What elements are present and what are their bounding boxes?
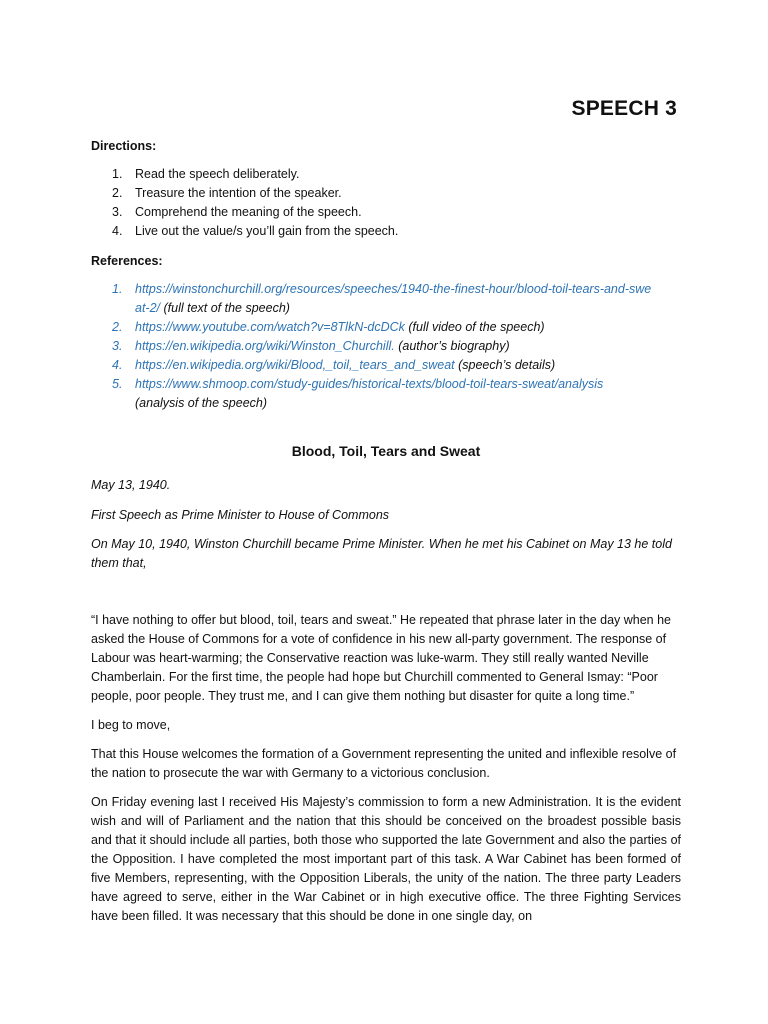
directions-label: Directions:: [91, 139, 157, 153]
direction-item: 3. Comprehend the meaning of the speech.: [112, 205, 362, 219]
quote-paragraph: “I have nothing to offer but blood, toil, tears and sweat.” He repeated that phrase later in the day when he asked the House of Commons for a vote of confidence in his new all-party government. The response of Labour was heart-warming; the Conservative reaction was luke-warm. They still really wanted Neville Chamberlain. For the first time, the people had hope but Churchill commented to General Ismay: “Poor people, poor people. They trust me, and I can give them nothing but disaster for quite a long time.”: [91, 613, 671, 703]
beg-line: I beg to move,: [91, 718, 171, 732]
speech-subtitle: First Speech as Prime Minister to House of Commons: [91, 508, 390, 522]
reference-link[interactable]: https://www.shmoop.com/study-guides/historical-texts/blood-toil-tears-sweat/analysis: [135, 377, 604, 391]
direction-item: 2. Treasure the intention of the speaker.: [112, 186, 342, 200]
directions-section: [91, 139, 681, 241]
speech-number-heading: SPEECH 3: [571, 97, 677, 120]
reference-item: 5. https://www.shmoop.com/study-guides/historical-texts/blood-toil-tears-sweat/analysis (analysis of the speech): [112, 377, 604, 410]
reference-item: 1. https://winstonchurchill.org/resources/speeches/1940-the-finest-hour/blood-toil-tears-and-sweat-2/ (full text of the speech): [112, 282, 652, 315]
body-paragraph: On Friday evening last I received His Majesty’s commission to form a new Administration. It is the evident wish and will of Parliament and the nation that this should be conceived on the broadest possible basis and that it should include all parties, both those who supported the late Government and also the parties of the Opposition. I have completed the most important part of this task. A War Cabinet has been formed of five Members, representing, with the Opposition Liberals, the unity of the nation. The three party Leaders have agreed to serve, either in the War Cabinet or in high executive office. The three Fighting Services have been filled. It was necessary that this should be done in one single day, on: [91, 795, 681, 923]
speech-date: May 13, 1940.: [91, 478, 171, 492]
references-list: [91, 280, 681, 413]
reference-link[interactable]: https://winstonchurchill.org/resources/speeches/1940-the-finest-hour/blood-toil-tears-and-sweat-2/: [135, 282, 652, 315]
speech-title: Blood, Toil, Tears and Sweat: [291, 443, 481, 459]
direction-item: 1. Read the speech deliberately.: [112, 167, 300, 181]
directions-list: [91, 165, 681, 241]
direction-item: 4. Live out the value/s you’ll gain from the speech.: [112, 224, 399, 238]
reference-link[interactable]: https://en.wikipedia.org/wiki/Blood,_toil,_tears_and_sweat: [135, 358, 455, 372]
speech-intro: On May 10, 1940, Winston Churchill became Prime Minister. When he met his Cabinet on May 13 he told them that,: [91, 537, 672, 570]
references-label: References:: [91, 254, 163, 268]
motion-paragraph: That this House welcomes the formation of a Government representing the united and inflexible resolve of the nation to prosecute the war with Germany to a victorious conclusion.: [91, 747, 677, 780]
reference-link[interactable]: https://en.wikipedia.org/wiki/Winston_Churchill.: [135, 339, 395, 353]
references-section: [91, 254, 681, 413]
reference-item: 3. https://en.wikipedia.org/wiki/Winston_Churchill. (author’s biography): [112, 339, 510, 353]
reference-link[interactable]: https://www.youtube.com/watch?v=8TlkN-dcDCk: [135, 320, 405, 334]
reference-item: 4. https://en.wikipedia.org/wiki/Blood,_toil,_tears_and_sweat (speech’s details): [112, 358, 556, 372]
reference-item: 2. https://www.youtube.com/watch?v=8TlkN-dcDCk (full video of the speech): [112, 320, 545, 334]
